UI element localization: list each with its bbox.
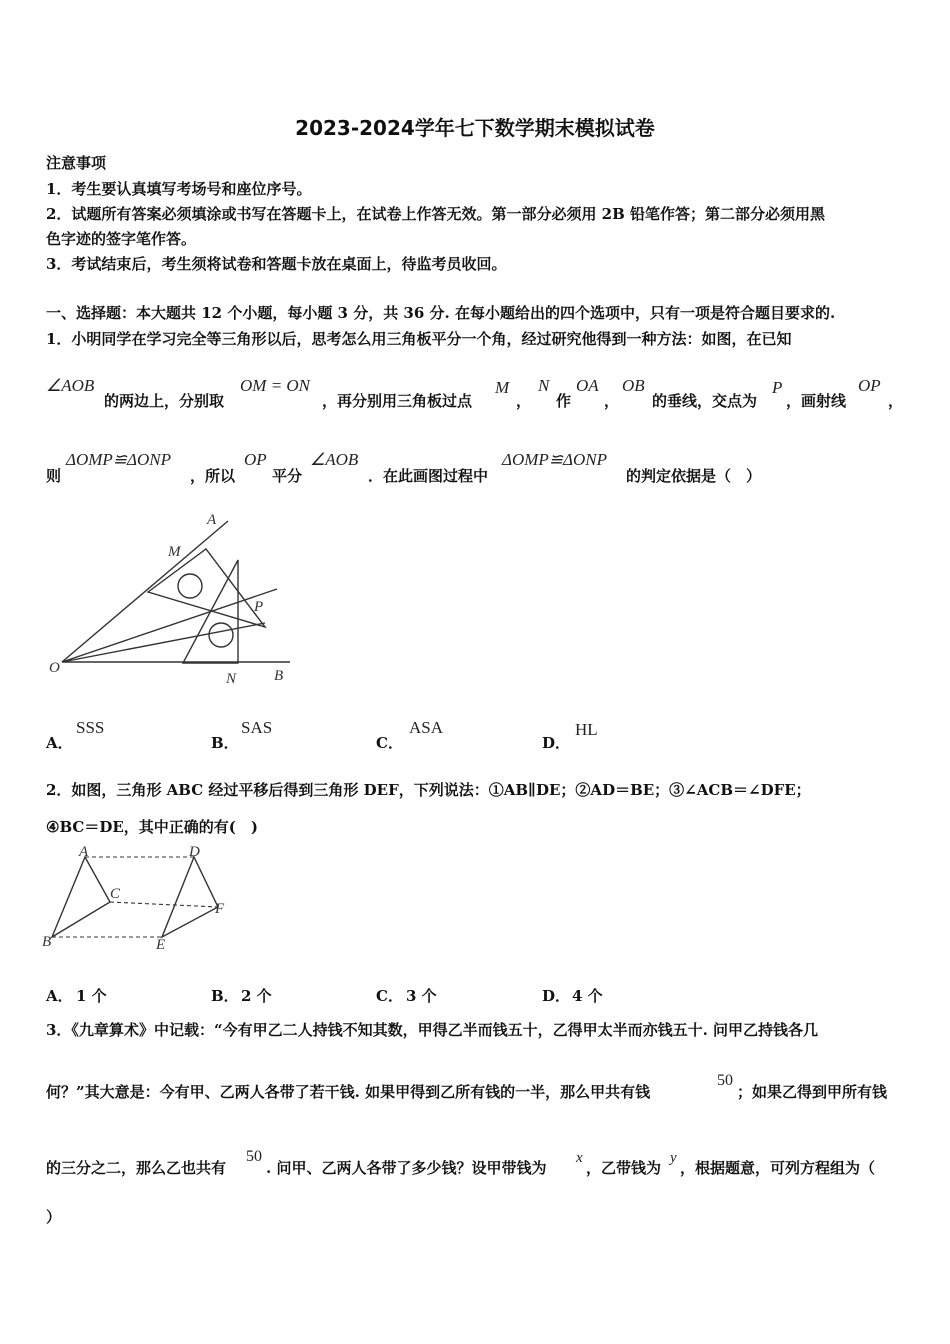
q3-number: 50 (246, 1148, 262, 1165)
angle-bisector-figure (40, 505, 300, 690)
q1-text: ．在此画图过程中 (368, 467, 489, 485)
q1-math: ∠AOB (310, 450, 359, 469)
notice-item: 色字迹的签字笔作答。 (46, 230, 197, 248)
notice-item: 3．考试结束后，考生须将试卷和答题卡放在桌面上，待监考员收回。 (46, 255, 507, 273)
option-a-value: SSS (76, 718, 105, 737)
label-d: D (189, 844, 200, 860)
option-a-value: 1 个 (76, 987, 107, 1005)
q2-text: ④BC＝DE，其中正确的有( ) (46, 818, 258, 836)
label-n: N (226, 671, 237, 687)
q1-text: 的垂线，交点为 (652, 392, 758, 410)
option-d-letter: D． (542, 734, 571, 752)
option-d-value: HL (575, 720, 598, 739)
q3-text: 的三分之二，那么乙也共有 (46, 1159, 227, 1177)
label-m: M (168, 544, 181, 560)
option-d-value: 4 个 (572, 987, 603, 1005)
q1-text: ，再分别用三角板过点 (322, 392, 473, 410)
q1-math: OP (858, 376, 881, 395)
label-b: B (274, 668, 284, 684)
q1-math: OB (622, 376, 645, 395)
label-f: F (215, 901, 225, 917)
notice-heading: 注意事项 (46, 154, 107, 172)
q1-text: ， (604, 392, 620, 410)
q3-text: ） (46, 1208, 62, 1226)
q1-math: M (495, 378, 510, 397)
option-d-letter: D． (542, 987, 571, 1005)
option-c-value: 3 个 (406, 987, 437, 1005)
q1-text: 则 (46, 467, 62, 485)
q3-var-x: x (576, 1150, 583, 1166)
label-c: C (110, 886, 121, 902)
label-a: A (207, 512, 217, 528)
q1-math: OM = ON (240, 376, 311, 395)
q1-text: ，画射线 (786, 392, 847, 410)
q1-text: 平分 (272, 467, 303, 485)
q2-text: 2．如图，三角形 ABC 经过平移后得到三角形 DEF，下列说法：①AB∥DE；②AD＝BE；③∠ACB＝∠DFE； (46, 781, 811, 799)
option-b-letter: B． (211, 734, 239, 752)
label-a: A (79, 844, 89, 860)
translation-figure (40, 842, 240, 957)
q3-var-y: y (670, 1150, 677, 1166)
notice-item: 1．考生要认真填写考场号和座位序号。 (46, 180, 312, 198)
q1-text: 1．小明同学在学习完全等三角形以后，思考怎么用三角板平分一个角，经过研究他得到一种方法：如图，在已知 (46, 330, 792, 348)
option-b-value: 2 个 (241, 987, 272, 1005)
q1-math: P (772, 378, 783, 397)
notice-item: 2．试题所有答案必须填涂或书写在答题卡上，在试卷上作答无效。第一部分必须用 2B 铅笔作答；第二部分必须用黑 (46, 205, 826, 223)
q1-math: ΔOMP≌ΔONP (66, 450, 172, 469)
q1-math: N (538, 376, 550, 395)
q1-math: OP (244, 450, 267, 469)
q3-text: ，乙带钱为 (586, 1159, 662, 1177)
label-e: E (156, 937, 166, 953)
option-c-letter: C． (376, 734, 403, 752)
q1-text: 的判定依据是（ ） (626, 467, 762, 485)
q1-text: 作 (556, 392, 572, 410)
page-title: 2023-2024学年七下数学期末模拟试卷 (295, 116, 655, 140)
label-p: P (254, 599, 264, 615)
q3-text: 3．《九章算术》中记载：“今有甲乙二人持钱不知其数，甲得乙半而钱五十，乙得甲太半而亦钱五十. 问甲乙持钱各几 (46, 1021, 819, 1039)
q1-text: ， (516, 392, 532, 410)
q3-text: ，根据题意，可列方程组为（ (680, 1159, 876, 1177)
label-o: O (49, 660, 60, 676)
q1-math: OA (576, 376, 599, 395)
q1-math: ∠AOB (46, 376, 95, 395)
option-a-letter: A． (46, 987, 73, 1005)
option-b-value: SAS (241, 718, 273, 737)
option-c-letter: C． (376, 987, 403, 1005)
q3-number: 50 (717, 1072, 733, 1089)
q3-text: 何？”其大意是：今有甲、乙两人各带了若干钱. 如果甲得到乙所有钱的一半，那么甲共有钱 (46, 1083, 651, 1101)
q1-text: ， (888, 392, 904, 410)
label-b: B (42, 934, 52, 950)
option-b-letter: B． (211, 987, 239, 1005)
q1-text: ，所以 (190, 467, 236, 485)
q1-math: ΔOMP≌ΔONP (502, 450, 608, 469)
q1-text: 的两边上，分别取 (104, 392, 225, 410)
q3-text: ；如果乙得到甲所有钱 (737, 1083, 888, 1101)
section-heading: 一、选择题：本大题共 12 个小题，每小题 3 分，共 36 分. 在每小题给出的四个选项中，只有一项是符合题目要求的. (46, 304, 836, 322)
option-c-value: ASA (409, 718, 444, 737)
option-a-letter: A． (46, 734, 73, 752)
q3-text: . 问甲、乙两人各带了多少钱？设甲带钱为 (266, 1159, 547, 1177)
